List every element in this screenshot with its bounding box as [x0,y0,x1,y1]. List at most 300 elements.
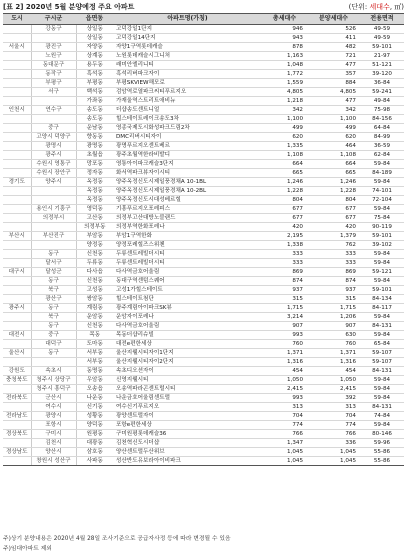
table-title: [표 2] 2020년 5월 분양예정 주요 아파트 [3,3,135,11]
cell-district: 동구 [31,304,76,313]
cell-sale-units: 664 [307,160,360,169]
table-row [3,322,404,331]
table-row [3,412,404,421]
cell-district: 여수시 [31,403,76,412]
cell-dong: 삼호동 [76,448,113,457]
cell-dong: 양덕동 [76,421,113,430]
table-row [3,70,404,79]
table-row [3,439,404,448]
cell-area: 51-121 [360,61,404,70]
table-row [3,79,404,88]
cell-area: 59-84 [360,277,404,286]
table-row [3,349,404,358]
cell-total-units: 874 [262,277,307,286]
cell-apartment-name: 김천혁신도시더샵 [113,439,262,448]
cell-area: 59-84 [360,313,404,322]
cell-district: 중구 [31,124,76,133]
table-row [3,385,404,394]
cell-apartment-name: 신영지웰시티 [113,376,262,385]
cell-city: 부산시 [3,232,31,241]
cell-district [31,97,76,106]
cell-area: 59-96 [360,439,404,448]
cell-area: 84-131 [360,403,404,412]
table-row [3,421,404,430]
cell-city [3,457,31,466]
cell-total-units: 993 [262,394,307,403]
cell-dong: 백석동 [76,88,113,97]
cell-apartment-name: DMC리버시티자이 [113,133,262,142]
cell-apartment-name: 광주초월역한라비발디 [113,151,262,160]
cell-sale-units: 1,379 [307,232,360,241]
cell-total-units: 1,559 [262,79,307,88]
cell-total-units: 1,100 [262,115,307,124]
cell-area: 49-59 [360,34,404,43]
cell-sale-units: 937 [307,286,360,295]
cell-apartment-name: 양주옥정신도시제일풍경채A 10-2BL [113,187,262,196]
cell-total-units: 665 [262,169,307,178]
cell-total-units: 664 [262,160,307,169]
table-row [3,97,404,106]
cell-apartment-name: 양산센트럴두산위브 [113,448,262,457]
cell-dong: 고산동 [76,214,113,223]
cell-dong: 의정부동 [76,223,113,232]
unit-note [349,2,404,12]
cell-area: 80-146 [360,430,404,439]
cell-sale-units: 1,050 [307,376,360,385]
cell-total-units: 1,772 [262,70,307,79]
cell-dong: 송도동 [76,106,113,115]
table-row [3,457,404,466]
cell-total-units: 1,050 [262,376,307,385]
title-row [3,2,404,12]
cell-district: 포항시 [31,421,76,430]
cell-apartment-name: 부평SKVIEW해모로 [113,79,262,88]
table-row [3,376,404,385]
cell-dong: 서부동 [76,349,113,358]
cell-city: 대전시 [3,331,31,340]
header-district: 구시군 [31,14,76,25]
cell-city [3,358,31,367]
cell-city [3,223,31,232]
cell-total-units: 2,195 [262,232,307,241]
cell-district [31,115,76,124]
cell-dong: 상계동 [76,52,113,61]
cell-district: 동대문구 [31,61,76,70]
cell-city [3,115,31,124]
cell-dong: 정자동 [76,169,113,178]
cell-sale-units: 2,415 [307,385,360,394]
cell-area: 75-98 [360,106,404,115]
cell-apartment-name: 고덕강일14단지 [113,34,262,43]
cell-area: 59-107 [360,349,404,358]
table-row [3,52,404,61]
cell-area: 59-84 [360,259,404,268]
cell-area: 74-84 [360,412,404,421]
cell-sale-units: 677 [307,205,360,214]
cell-dong: 두류동 [76,259,113,268]
cell-apartment-name: 동대구역센텀스퀘어 [113,277,262,286]
cell-area: 59-84 [360,250,404,259]
cell-dong: 사파동 [76,457,113,466]
cell-apartment-name: 두류센트레빌더시티 [113,259,262,268]
cell-area: 59-84 [360,421,404,430]
cell-sale-units: 392 [307,394,360,403]
cell-total-units: 620 [262,133,307,142]
cell-district: 부산진구 [31,232,76,241]
table-row [3,295,404,304]
cell-area: 59-107 [360,358,404,367]
cell-city [3,286,31,295]
cell-dong: 신천동 [76,322,113,331]
cell-dong: 신기동 [76,403,113,412]
table-row [3,232,404,241]
cell-city [3,421,31,430]
cell-total-units: 804 [262,196,307,205]
table-row [3,313,404,322]
cell-area: 55-86 [360,457,404,466]
cell-dong: 초월읍 [76,151,113,160]
cell-city [3,124,31,133]
cell-dong: 흑석동 [76,70,113,79]
cell-apartment-name: 양정포레힐즈스위첸 [113,241,262,250]
cell-city: 서울시 [3,43,31,52]
cell-city [3,79,31,88]
cell-area: 84-156 [360,115,404,124]
cell-sale-units: 704 [307,412,360,421]
cell-district: 광명시 [31,142,76,151]
cell-sale-units: 884 [307,79,360,88]
cell-apartment-name: 가재울역스트리트애비뉴 [113,97,262,106]
cell-dong: 옥정동 [76,178,113,187]
header-total-units: 총세대수 [262,14,307,25]
cell-sale-units: 411 [307,34,360,43]
cell-dong: 서부동 [76,358,113,367]
cell-apartment-name: 울산지웰시티자이1단지 [113,349,262,358]
table-row [3,205,404,214]
cell-apartment-name: 성산반도유보라아이비파크 [113,457,262,466]
cell-area: 84-131 [360,367,404,376]
cell-dong: 운암동 [76,313,113,322]
cell-area: 64-84 [360,124,404,133]
cell-apartment-name: 힐스테이트첨단 [113,295,262,304]
cell-total-units: 869 [262,268,307,277]
cell-dong: 계림동 [76,304,113,313]
cell-city [3,313,31,322]
cell-city [3,259,31,268]
cell-district: 광주시 [31,151,76,160]
cell-total-units: 677 [262,205,307,214]
cell-dong: 옥정동 [76,196,113,205]
cell-area: 84-134 [360,295,404,304]
cell-area: 59-121 [360,268,404,277]
cell-area: 59-84 [360,205,404,214]
cell-dong: 원평동 [76,430,113,439]
cell-district: 동구 [31,349,76,358]
cell-apartment-name: 광주계림아이파크SK뷰 [113,304,262,313]
cell-sale-units: 874 [307,277,360,286]
cell-district: 광산구 [31,295,76,304]
cell-total-units: 1,228 [262,187,307,196]
cell-total-units: 1,338 [262,241,307,250]
cell-district: 대덕구 [31,340,76,349]
cell-total-units: 454 [262,367,307,376]
cell-apartment-name: 여수신기푸르지오 [113,403,262,412]
cell-sale-units: 869 [307,268,360,277]
cell-area: 36-59 [360,142,404,151]
table-header-row [3,14,404,25]
cell-district: 달서구 [31,259,76,268]
cell-district: 서구 [31,88,76,97]
cell-dong: 가좌동 [76,97,113,106]
cell-area: 39-102 [360,241,404,250]
cell-total-units: 1,335 [262,142,307,151]
cell-dong: 다사읍 [76,268,113,277]
cell-area: 39-120 [360,70,404,79]
cell-total-units: 1,715 [262,304,307,313]
cell-total-units: 1,218 [262,97,307,106]
table-row [3,88,404,97]
cell-apartment-name: 고덕강일1단지 [113,25,262,34]
cell-city [3,214,31,223]
cell-sale-units: 1,045 [307,457,360,466]
footnote-exclusion: 주)임대아파트 제외 [3,546,52,552]
cell-apartment-name: 영통아이파크캐슬3단지 [113,160,262,169]
table-body [3,25,404,466]
cell-dong: 용두동 [76,61,113,70]
cell-total-units: 1,246 [262,178,307,187]
table-row [3,340,404,349]
cell-total-units: 760 [262,340,307,349]
cell-total-units: 704 [262,412,307,421]
cell-area: 74-101 [360,187,404,196]
cell-city [3,142,31,151]
cell-total-units: 878 [262,43,307,52]
cell-city: 경상남도 [3,448,31,457]
cell-sale-units: 333 [307,259,360,268]
cell-total-units: 1,048 [262,61,307,70]
cell-apartment-name: 구미원평롯데캐슬36 [113,430,262,439]
cell-district: 부평구 [31,79,76,88]
cell-dong: 부암동 [76,232,113,241]
cell-total-units: 766 [262,430,307,439]
unit-prefix: (단위: [348,3,370,11]
cell-district: 광진구 [31,43,76,52]
cell-sale-units: 766 [307,430,360,439]
cell-total-units: 333 [262,250,307,259]
cell-sale-units: 499 [307,124,360,133]
cell-city: 경기도 [3,178,31,187]
table-row [3,106,404,115]
cell-sale-units: 313 [307,403,360,412]
table-row [3,259,404,268]
cell-apartment-name: 검암역로열파크씨티푸르지오 [113,88,262,97]
cell-dong: 망포동 [76,160,113,169]
cell-dong: 대광동 [76,439,113,448]
cell-city [3,52,31,61]
cell-total-units: 1,045 [262,457,307,466]
cell-city: 전라남도 [3,412,31,421]
cell-city [3,97,31,106]
cell-total-units: 342 [262,106,307,115]
cell-sale-units: 1,100 [307,115,360,124]
cell-city [3,61,31,70]
cell-area: 59-84 [360,385,404,394]
cell-district: 구미시 [31,430,76,439]
cell-sale-units: 760 [307,340,360,349]
cell-sale-units: 1,206 [307,313,360,322]
cell-city: 전라북도 [3,394,31,403]
cell-district: 고양시 덕양구 [31,133,76,142]
cell-total-units: 993 [262,331,307,340]
cell-district: 강동구 [31,25,76,34]
cell-district: 북구 [31,313,76,322]
header-apartment-name: 아파트명(가칭) [113,14,262,25]
table-row [3,61,404,70]
cell-area: 65-84 [360,340,404,349]
cell-district: 창원시 성산구 [31,457,76,466]
cell-dong: 동명동 [76,367,113,376]
cell-total-units: 1,347 [262,439,307,448]
cell-sale-units: 1,715 [307,304,360,313]
cell-dong: 목동 [76,331,113,340]
cell-total-units: 774 [262,421,307,430]
unit-highlight: 세대수 [369,3,390,11]
cell-dong: 신천동 [76,250,113,259]
cell-district: 청주시 흥덕구 [31,385,76,394]
table-row [3,223,404,232]
table-row [3,160,404,169]
table-row [3,34,404,43]
table-row [3,394,404,403]
cell-area: 59-101 [360,43,404,52]
cell-total-units: 2,415 [262,385,307,394]
cell-total-units: 1,108 [262,151,307,160]
cell-area: 84-99 [360,133,404,142]
cell-area: 59-84 [360,331,404,340]
cell-sale-units: 721 [307,52,360,61]
cell-city [3,205,31,214]
unit-suffix: , ㎡) [389,3,404,11]
cell-city: 경상북도 [3,430,31,439]
cell-apartment-name: 목동더샵리슈빌 [113,331,262,340]
cell-area: 36-84 [360,79,404,88]
cell-total-units: 1,163 [262,52,307,61]
table-row [3,448,404,457]
cell-city [3,295,31,304]
header-area: 전용면적 [360,14,404,25]
cell-dong: 부평동 [76,79,113,88]
cell-city [3,25,31,34]
cell-sale-units: 454 [307,367,360,376]
table-row [3,43,404,52]
cell-sale-units: 907 [307,322,360,331]
cell-sale-units: 315 [307,295,360,304]
cell-district: 용인시 기흥구 [31,205,76,214]
header-sale-units: 분양세대수 [307,14,360,25]
cell-city [3,196,31,205]
cell-area: 59-84 [360,394,404,403]
cell-district: 양주시 [31,178,76,187]
cell-district: 수원시 장안구 [31,169,76,178]
cell-sale-units: 482 [307,43,360,52]
cell-city: 인천시 [3,106,31,115]
cell-apartment-name: 화서역파크뷰자이시티 [113,169,262,178]
cell-district: 노원구 [31,52,76,61]
cell-dong: 우암동 [76,376,113,385]
table-row [3,169,404,178]
cell-city: 광주시 [3,304,31,313]
cell-apartment-name: 고성1가힐스테이트 [113,286,262,295]
cell-city [3,88,31,97]
cell-total-units: 907 [262,322,307,331]
cell-city [3,70,31,79]
table-row [3,241,404,250]
cell-apartment-name: 래미안엘리니티 [113,61,262,70]
cell-total-units: 499 [262,124,307,133]
cell-city [3,187,31,196]
cell-apartment-name: 노원롯데캐슬시그니처 [113,52,262,61]
cell-city [3,277,31,286]
cell-apartment-name: 광양센트럴자이 [113,412,262,421]
cell-district [31,223,76,232]
cell-apartment-name: 속초디오션자이 [113,367,262,376]
cell-dong: 쌍암동 [76,295,113,304]
cell-apartment-name: 대전e편한세상 [113,340,262,349]
cell-dong: 상일동 [76,25,113,34]
cell-apartment-name: 양주옥정신도시제일풍경채A 10-1BL [113,178,262,187]
cell-area: 84-117 [360,304,404,313]
cell-city [3,169,31,178]
cell-dong: 고성동 [76,286,113,295]
cell-dong: 성황동 [76,412,113,421]
cell-city [3,151,31,160]
cell-area: 75-84 [360,214,404,223]
table-row [3,142,404,151]
cell-sale-units: 774 [307,421,360,430]
header-city: 도시 [3,14,31,25]
table-row [3,178,404,187]
cell-total-units: 315 [262,295,307,304]
cell-sale-units: 620 [307,133,360,142]
table-row [3,430,404,439]
cell-area: 59-101 [360,232,404,241]
cell-apartment-name: 다사역금호어울림 [113,268,262,277]
cell-sale-units: 420 [307,223,360,232]
cell-apartment-name: 자양1구역롯데캐슬 [113,43,262,52]
cell-city [3,340,31,349]
cell-district: 속초시 [31,367,76,376]
cell-area: 84-131 [360,322,404,331]
cell-area: 49-84 [360,97,404,106]
cell-sale-units: 762 [307,241,360,250]
cell-dong: 도마동 [76,340,113,349]
cell-apartment-name: 양주옥정신도시대성베르힐 [113,196,262,205]
cell-total-units: 937 [262,286,307,295]
cell-apartment-name: 의정부역한화포레나 [113,223,262,232]
cell-area: 84-189 [360,169,404,178]
cell-area: 72-104 [360,196,404,205]
cell-apartment-name: 울산지웰시티자이2단지 [113,358,262,367]
cell-total-units: 333 [262,259,307,268]
cell-area: 59-84 [360,178,404,187]
cell-area: 59-241 [360,88,404,97]
cell-sale-units: 1,316 [307,358,360,367]
cell-sale-units: 526 [307,25,360,34]
header-dong: 읍면동 [76,14,113,25]
cell-apartment-name: 다사역금호어울림 [113,322,262,331]
cell-dong: 신천동 [76,277,113,286]
cell-city: 강원도 [3,367,31,376]
